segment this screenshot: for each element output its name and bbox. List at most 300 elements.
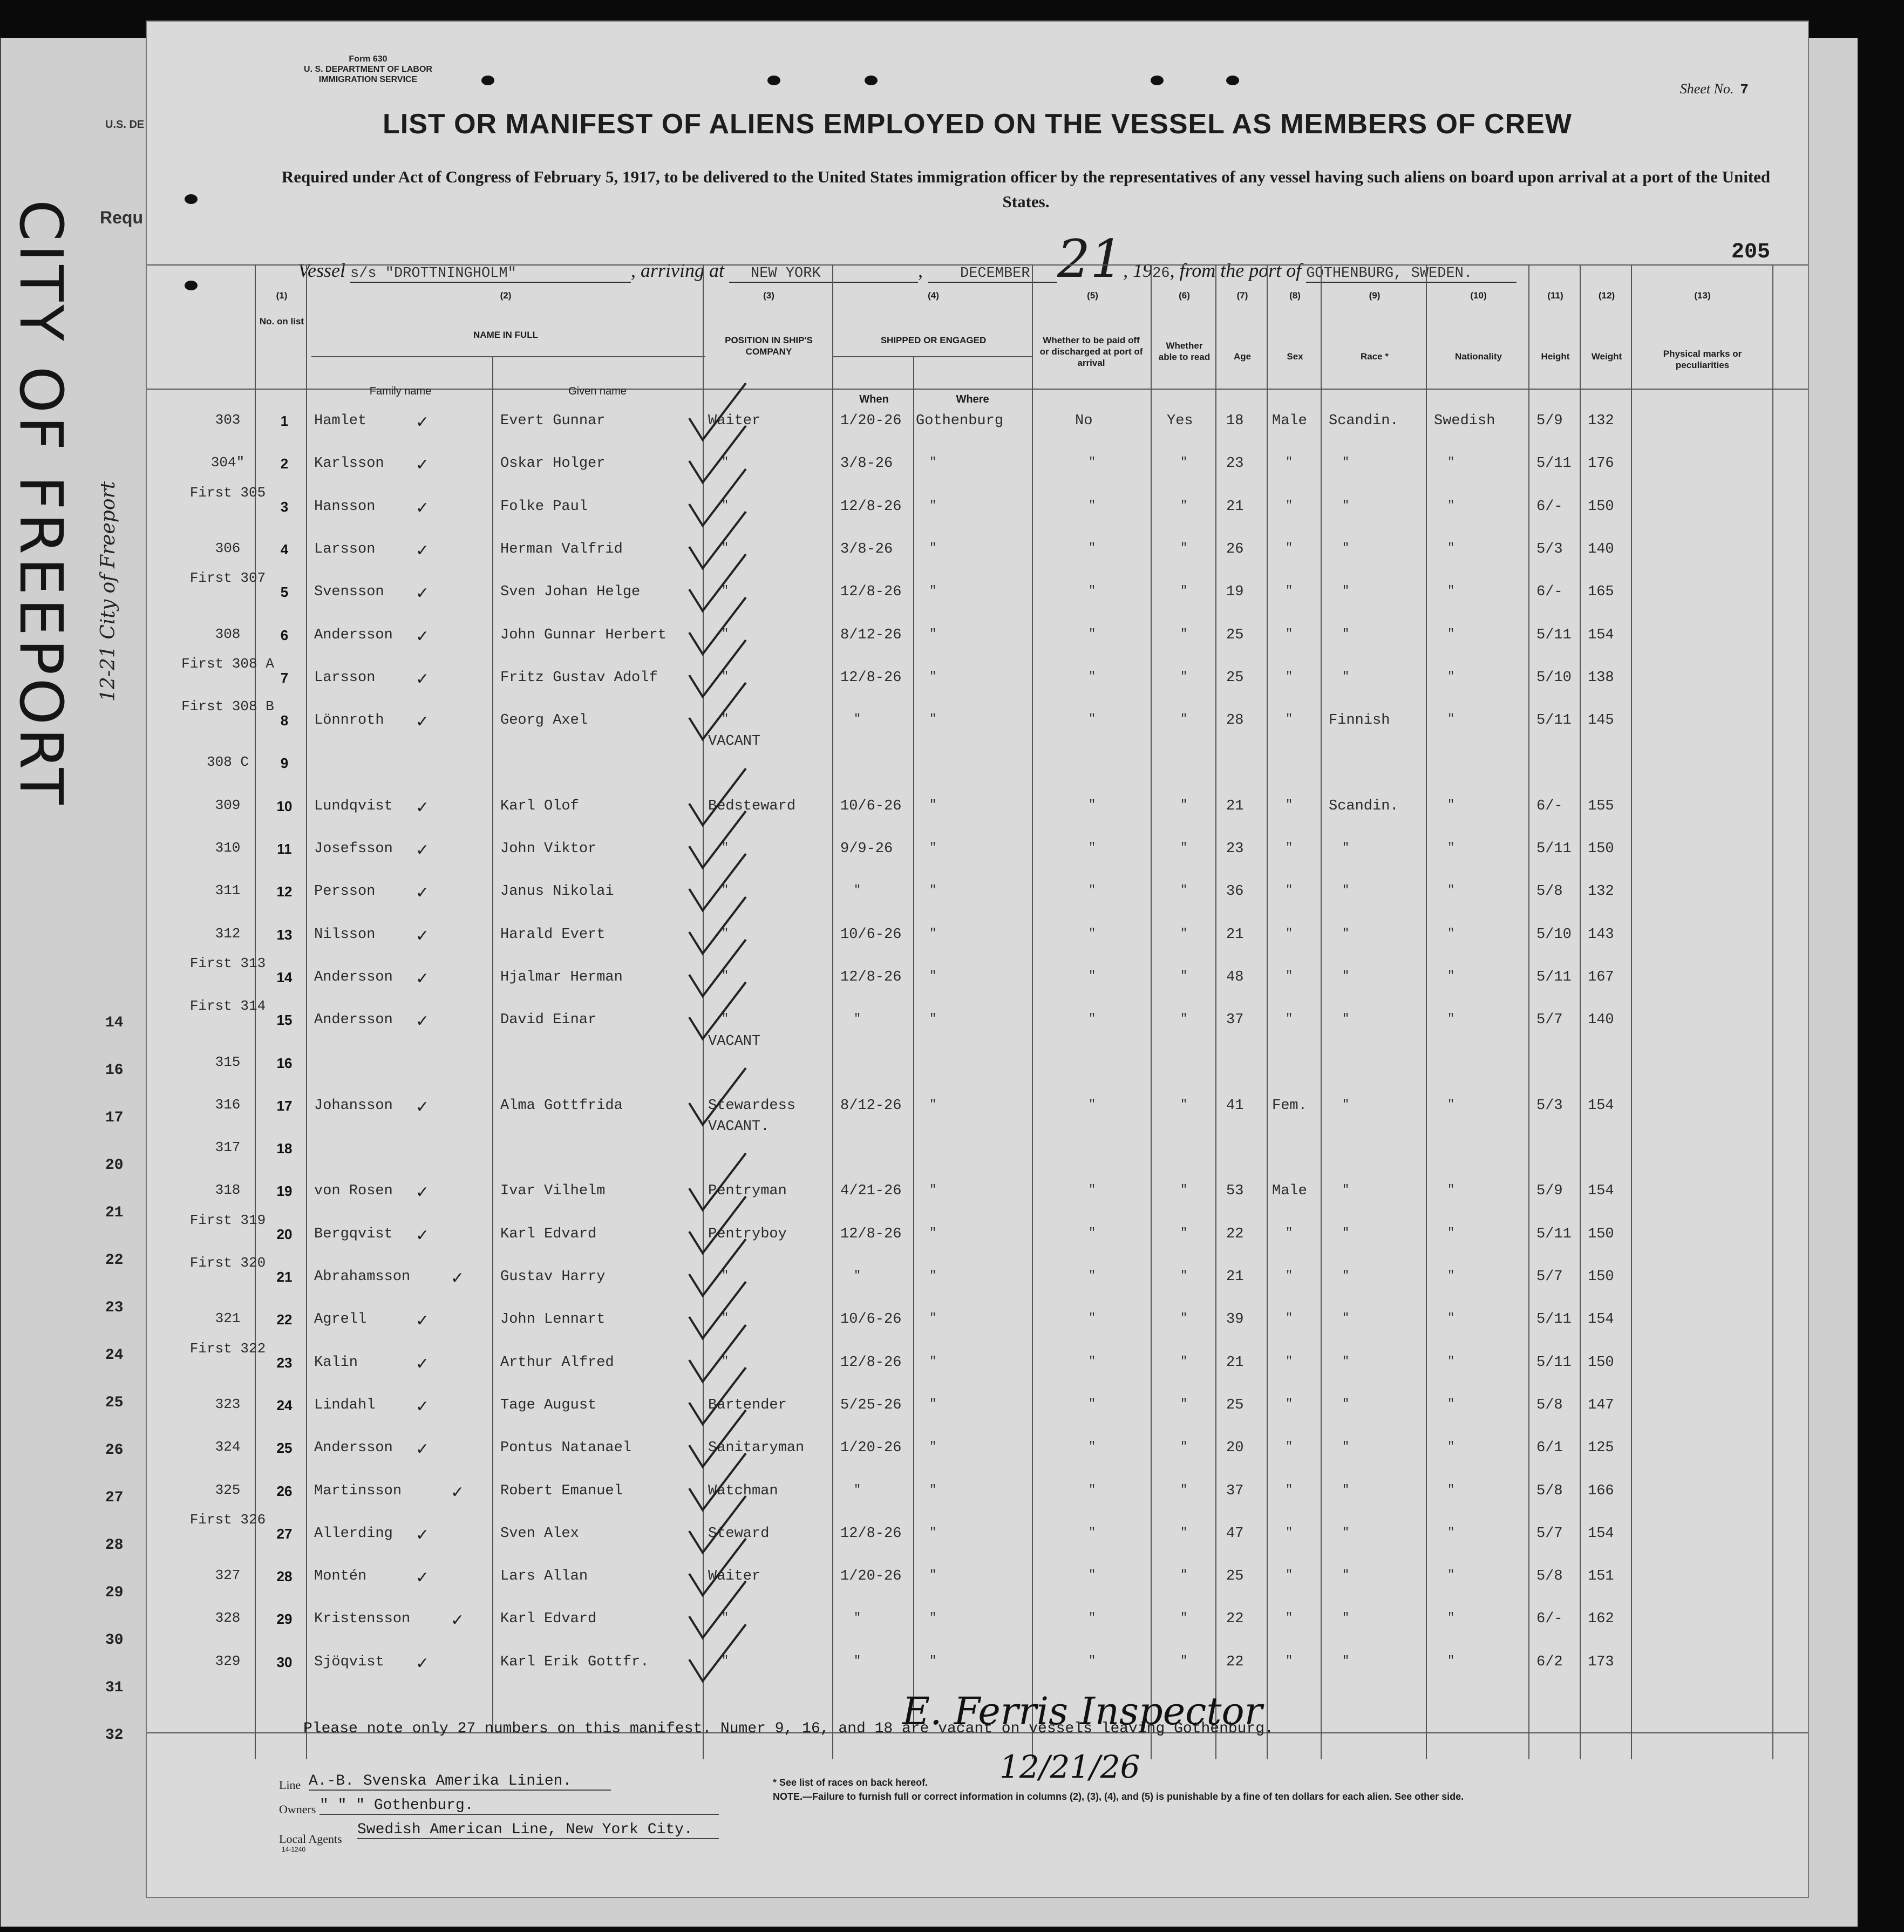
able-to-read: " [1180, 969, 1188, 983]
prior-list-number: 323 [215, 1396, 241, 1412]
given-name: Evert Gunnar [500, 413, 606, 429]
weight: 150 [1588, 1269, 1614, 1285]
race: " [1342, 1183, 1350, 1197]
table-row [147, 654, 1808, 696]
sex: " [1286, 1482, 1293, 1496]
given-name: Folke Paul [500, 498, 588, 515]
col-family: Family name [369, 385, 432, 397]
prior-list-number: 328 [215, 1610, 241, 1627]
height: 5/8 [1536, 1397, 1563, 1413]
height: 5/9 [1536, 1183, 1563, 1200]
check-mark-icon: ✓ [416, 1012, 430, 1031]
nationality: " [1447, 1269, 1455, 1282]
check-mark-icon: ✓ [451, 1269, 465, 1288]
table-row [147, 1210, 1808, 1253]
check-mark-icon: ✓ [416, 1440, 430, 1459]
race: " [1342, 1482, 1350, 1496]
punch-hole [767, 76, 780, 85]
paid-off: " [1089, 1654, 1096, 1668]
weight: 150 [1588, 841, 1614, 857]
prior-list-number: First 313 [189, 955, 266, 971]
paid-off: " [1089, 669, 1096, 683]
check-mark-icon: ✓ [416, 798, 430, 817]
sex: " [1286, 969, 1293, 983]
given-name: Pontus Natanael [500, 1440, 632, 1457]
check-mark-icon: ✓ [451, 1611, 465, 1630]
able-to-read: " [1180, 1226, 1188, 1240]
family-name: Kristensson [314, 1611, 411, 1628]
shipped-where: " [929, 883, 937, 897]
given-name: Ivar Vilhelm [500, 1183, 606, 1200]
position: " [722, 1311, 729, 1325]
age: 28 [1226, 712, 1244, 729]
list-number: 26 [276, 1482, 293, 1499]
table-row [147, 568, 1808, 610]
shipped-when: 9/9-26 [840, 841, 893, 857]
family-name: Lönnroth [314, 712, 384, 729]
vessel-line: Vessel s/s "DROTTNINGHOLM" , arriving at NEW YORK , DECEMBER 21, 1926, from the port of GOTHENBURG, SWEDEN. [298, 243, 1517, 283]
position: " [722, 584, 729, 598]
family-name: Svensson [314, 584, 384, 601]
weight: 125 [1588, 1440, 1614, 1457]
family-name: Andersson [314, 1012, 393, 1029]
paid-off: " [1089, 1097, 1096, 1111]
race: " [1342, 969, 1350, 983]
page-subtitle: Required under Act of Congress of February 5, 1917, to be delivered to the United States immigration officer by the representatives of any vessel having such aliens on board upon arrival at a port of the United States. [281, 167, 1771, 211]
family-name: Larsson [314, 669, 376, 686]
weight: 155 [1588, 798, 1614, 814]
position: Waiter [708, 413, 761, 429]
paid-off: " [1089, 498, 1096, 512]
underlying-row-number: 25 [105, 1394, 124, 1411]
sex: Fem. [1272, 1097, 1307, 1114]
list-number: 7 [280, 669, 289, 686]
given-name: Arthur Alfred [500, 1354, 614, 1371]
arrival-day: 21 [1057, 229, 1124, 289]
shipped-when: 3/8-26 [840, 455, 893, 472]
given-name: Oskar Holger [500, 455, 606, 472]
race: " [1342, 1269, 1350, 1282]
list-number: 28 [276, 1568, 293, 1585]
family-name: Persson [314, 883, 376, 900]
check-mark-icon: ✓ [451, 1482, 465, 1502]
shipped-where: " [929, 627, 937, 641]
footer-notes: * See list of races on back hereof. NOTE.—Failure to furnish full or correct information in columns (2), (3), (4), and (5) is punishable by a fine of ten dollars for each alien. See other side. [773, 1777, 1464, 1802]
list-number: 19 [276, 1183, 293, 1200]
table-row [147, 782, 1808, 825]
prior-list-number: First 320 [189, 1255, 266, 1271]
family-name: Karlsson [314, 455, 384, 472]
given-name: Karl Erik Gottfr. [500, 1654, 649, 1670]
family-name: von Rosen [314, 1183, 393, 1200]
race: " [1342, 883, 1350, 897]
age: 23 [1226, 455, 1244, 472]
nationality: " [1447, 498, 1455, 512]
race: " [1342, 926, 1350, 940]
position: " [722, 1611, 729, 1625]
weight: 147 [1588, 1397, 1614, 1413]
nationality: " [1447, 1311, 1455, 1325]
shipped-when: " [854, 1482, 861, 1496]
position: Steward [708, 1525, 770, 1542]
height: 6/- [1536, 798, 1563, 814]
shipped-when: 12/8-26 [840, 969, 902, 985]
prior-list-number: 324 [215, 1439, 241, 1455]
nationality: " [1447, 712, 1455, 726]
able-to-read: " [1180, 1568, 1188, 1582]
shipped-when: " [854, 1012, 861, 1026]
race: " [1342, 841, 1350, 854]
position: " [722, 498, 729, 512]
prior-list-number: 315 [215, 1053, 241, 1070]
paid-off: " [1089, 1269, 1096, 1282]
table-row [147, 1424, 1808, 1466]
prior-list-number: 311 [215, 882, 241, 899]
vacant-label: VACANT [708, 733, 761, 750]
table-row [147, 910, 1808, 953]
age: 20 [1226, 1440, 1244, 1457]
race: " [1342, 1311, 1350, 1325]
family-name: Josefsson [314, 841, 393, 857]
nationality: " [1447, 1012, 1455, 1026]
manifest-sheet [147, 22, 1808, 1897]
family-name: Andersson [314, 627, 393, 643]
nationality: " [1447, 1354, 1455, 1368]
height: 5/11 [1536, 1311, 1572, 1328]
height: 6/- [1536, 584, 1563, 601]
shipped-when: 10/6-26 [840, 798, 902, 814]
height: 5/10 [1536, 926, 1572, 943]
agents-value: Swedish American Line, New York City. [357, 1821, 719, 1839]
height: 5/10 [1536, 669, 1572, 686]
age: 26 [1226, 541, 1244, 557]
shipped-when: 1/20-26 [840, 413, 902, 429]
list-number: 27 [276, 1525, 293, 1542]
age: 39 [1226, 1311, 1244, 1328]
col-height: Height [1541, 351, 1570, 362]
height: 5/11 [1536, 627, 1572, 643]
weight: 150 [1588, 1226, 1614, 1242]
position: " [722, 926, 729, 940]
position: " [722, 1012, 729, 1026]
paid-off: " [1089, 455, 1096, 470]
underlying-row-number: 30 [105, 1632, 124, 1649]
nationality: " [1447, 1440, 1455, 1454]
race: " [1342, 1568, 1350, 1582]
position: Bartender [708, 1397, 787, 1413]
position: " [722, 969, 729, 983]
underlying-row-number: 17 [105, 1110, 124, 1126]
sex: " [1286, 584, 1293, 598]
able-to-read: " [1180, 1311, 1188, 1325]
height: 5/3 [1536, 1097, 1563, 1114]
able-to-read: " [1180, 1354, 1188, 1368]
sex: " [1286, 627, 1293, 641]
prior-list-number: 309 [215, 797, 241, 813]
nationality: " [1447, 669, 1455, 683]
position: " [722, 455, 729, 470]
owners-label: Owners [279, 1802, 316, 1816]
prior-list-number: First 314 [189, 998, 266, 1015]
col-name: NAME IN FULL [473, 330, 538, 340]
check-mark-icon: ✓ [416, 1397, 430, 1416]
weight: 154 [1588, 1311, 1614, 1328]
paid-off: " [1089, 1568, 1096, 1582]
prior-list-number: 308 C [206, 754, 249, 771]
nationality: " [1447, 1654, 1455, 1668]
prior-list-number: 317 [215, 1139, 241, 1156]
prior-list-number: 325 [215, 1481, 241, 1498]
form-identifier: Form 630 U. S. DEPARTMENT OF LABOR IMMIGRATION SERVICE [304, 55, 432, 84]
shipped-where: " [929, 1654, 937, 1668]
table-row [147, 525, 1808, 568]
shipped-where: " [929, 1269, 937, 1282]
table-row [147, 439, 1808, 482]
list-number: 14 [276, 969, 293, 985]
sex: " [1286, 1397, 1293, 1411]
paid-off: " [1089, 541, 1096, 555]
col-read: Whether able to read [1158, 341, 1211, 362]
family-name: Agrell [314, 1311, 367, 1328]
nationality: " [1447, 969, 1455, 983]
underlying-row-number: 24 [105, 1347, 124, 1364]
shipped-where: " [929, 1012, 937, 1026]
table-row [147, 733, 1808, 781]
prior-list-number: 310 [215, 840, 241, 856]
nationality: " [1447, 841, 1455, 854]
punch-hole [865, 76, 878, 85]
col-race: Race * [1361, 351, 1389, 362]
able-to-read: " [1180, 926, 1188, 940]
prior-list-number: 312 [215, 925, 241, 942]
table-row [147, 825, 1808, 867]
sex: Male [1272, 1183, 1307, 1200]
sex: " [1286, 541, 1293, 555]
col-position: POSITION IN SHIP'S COMPANY [725, 335, 813, 357]
height: 5/8 [1536, 1482, 1563, 1499]
paid-off: " [1089, 926, 1096, 940]
given-name: Karl Olof [500, 798, 579, 814]
col-sex: Sex [1287, 351, 1303, 362]
check-mark-icon: ✓ [416, 883, 430, 903]
col-weight: Weight [1591, 351, 1622, 362]
shipped-where: " [929, 841, 937, 854]
sex: " [1286, 1440, 1293, 1454]
shipped-where: Gothenburg [916, 413, 1004, 429]
list-number: 13 [276, 926, 293, 943]
vessel-name: s/s "DROTTNINGHOLM" [350, 266, 631, 283]
given-name: John Lennart [500, 1311, 606, 1328]
col-paid-off: Whether to be paid off or discharged at port of arrival [1039, 335, 1143, 368]
given-name: David Einar [500, 1012, 597, 1029]
vacant-label: VACANT [708, 1033, 761, 1050]
family-name: Larsson [314, 541, 376, 557]
table-row [147, 1295, 1808, 1338]
race: " [1342, 498, 1350, 512]
list-number: 25 [276, 1440, 293, 1457]
family-name: Sjöqvist [314, 1654, 384, 1670]
shipped-where: " [929, 1226, 937, 1240]
table-row [147, 1033, 1808, 1081]
table-row [147, 867, 1808, 910]
family-name: Andersson [314, 1440, 393, 1457]
weight: 143 [1588, 926, 1614, 943]
weight: 138 [1588, 669, 1614, 686]
shipped-where: " [929, 798, 937, 812]
race: " [1342, 1654, 1350, 1668]
age: 21 [1226, 1354, 1244, 1371]
paid-off: " [1089, 883, 1096, 897]
shipped-when: " [854, 1611, 861, 1625]
nationality: " [1447, 1183, 1455, 1197]
shipped-where: " [929, 1397, 937, 1411]
list-number: 23 [276, 1354, 293, 1371]
table-row [147, 1167, 1808, 1209]
table-row [147, 1552, 1808, 1595]
underlying-row-number: 16 [105, 1062, 124, 1079]
check-mark-icon: ✓ [416, 1525, 430, 1545]
weight: 140 [1588, 541, 1614, 557]
crew-table: (1) (2) (3) (4) (5) (6) (7) (8) (9) (10) (11) (12) (13) No. on list NAME IN FULL Family name Given name POSITION IN SHIP'S COMPANY SHIPPED OR ENGAGED When Where Whether to be paid off or discharged at port of arrival Whether able to read Age Sex Race * Nationality Height Weight Physical marks or peculiarities 303 1 Hamlet Evert Gunnar Waiter 1/20-26 Gothenburg No Yes 18 Male Scandin. Swedish 5/9 132 ✓ 304" 2 Karlsson Oskar Holger " 3/8-26 " " " 23 " " " 5/11 176 ✓ First 305 3 Hansson Folke Paul " 12/8-26 " " " 21 " " " 6/- 150 ✓ 306 4 Larsson Herman Valfrid " 3/8-26 " " " 26 " " " 5/3 140 ✓ First 307 5 Svensson Sven Johan Helge " 12/8-26 " " " 19 " " " 6/- 165 ✓ 308 6 Andersson John Gunnar Herbert " 8/12-26 " " " 25 " " " 5/11 154 ✓ First 308 A 7 Larsson Fritz Gustav Adolf " 12/8-26 " " " 25 " " " 5/10 138 ✓ First 308 B 8 Lönnroth Georg Axel " " " " " 28 " Finnish " 5/11 145 ✓ 308 C 9 VACANT 309 10 Lundqvist Karl Olof Bedsteward 10/6-26 " " " 21 " Scandin. " 6/- 155 ✓ 310 11 Josefsson John Viktor " 9/9-26 " " " 23 " " " 5/11 150 ✓ 311 12 Persson Janus Nikolai " " " " " 36 " " " 5/8 132 ✓ 312 13 Nilsson Harald Evert " 10/6-26 " " " 21 " " " 5/10 143 ✓ First 313 14 Andersson Hjalmar Herman " 12/8-26 " " " 48 " " " 5/11 167 ✓ First 314 15 Andersson David Einar " " " " " 37 " " " 5/7 140 ✓ 315 16 VACANT 316 17 Johansson Alma Gottfrida Stewardess 8/12-26 " " " 41 Fem. " " 5/3 154 ✓ 317 18 VACANT. 318 19 von Rosen Ivar Vilhelm Pentryman 4/21-26 " " " 53 Male " " 5/9 154 ✓ First 319 20 Bergqvist Karl Edvard Pentryboy 12/8-26 " " " 22 " " " 5/11 150 ✓ First 320 21 Abrahamsson Gustav Harry " " " " " 21 " " " 5/7 150 ✓ 321 22 Agrell John Lennart " 10/6-26 " " " 39 " " " 5/11 154 ✓ First 322 23 Kalin Arthur Alfred " 12/8-26 " " " 21 " " " 5/11 150 ✓ 323 24 Lindahl Tage August Bartender 5/25-26 " " " 25 " " " 5/8 147 ✓ 324 25 Andersson Pontus Natanael Sanitaryman 1/20-26 " " " 20 " " " 6/1 125 ✓ 325 26 Martinsson Robert Emanuel Watchman " " " " 37 " " " 5/8 166 ✓ First 326 27 Allerding Sven Alex Steward 12/8-26 " " " 47 " " " 5/7 154 ✓ 327 28 Montén Lars Allan Waiter 1/20-26 " " " 25 " " " 5/8 151 ✓ 328 29 Kristensson Karl Edvard " " " " " 22 " " " 6/- 162 ✓ 329 30 Sjöqvist Karl Erik Gottfr. " " " " " 22 " " " 6/2 173 ✓ [147, 264, 1808, 1759]
check-mark-icon: ✓ [416, 669, 430, 689]
position: Stewardess [708, 1097, 796, 1114]
weight: 165 [1588, 584, 1614, 601]
age: 18 [1226, 413, 1244, 429]
shipped-where: " [929, 1482, 937, 1496]
height: 5/7 [1536, 1012, 1563, 1029]
nationality: " [1447, 1097, 1455, 1111]
able-to-read: " [1180, 1611, 1188, 1625]
signature-date: 12/21/26 [999, 1749, 1140, 1785]
shipped-when: " [854, 712, 861, 726]
age: 22 [1226, 1611, 1244, 1628]
able-to-read: " [1180, 1097, 1188, 1111]
weight: 151 [1588, 1568, 1614, 1585]
age: 53 [1226, 1183, 1244, 1200]
manifest-number: 205 [1731, 240, 1770, 264]
age: 21 [1226, 1269, 1244, 1285]
departure-port: GOTHENBURG, SWEDEN. [1306, 266, 1517, 283]
race: " [1342, 1397, 1350, 1411]
family-name: Andersson [314, 969, 393, 985]
owners-value: " " " Gothenburg. [319, 1797, 719, 1815]
nationality: " [1447, 798, 1455, 812]
shipped-when: 8/12-26 [840, 627, 902, 643]
check-mark-icon: ✓ [416, 841, 430, 860]
list-number: 2 [280, 455, 289, 472]
able-to-read: " [1180, 1440, 1188, 1454]
shipped-where: " [929, 541, 937, 555]
weight: 167 [1588, 969, 1614, 985]
table-row [147, 1081, 1808, 1124]
shipped-when: 10/6-26 [840, 926, 902, 943]
table-row [147, 1381, 1808, 1424]
position: " [722, 712, 729, 726]
height: 5/11 [1536, 1354, 1572, 1371]
underlying-row-number: 23 [105, 1300, 124, 1316]
table-row [147, 1595, 1808, 1637]
vacant-label: VACANT. [708, 1119, 770, 1135]
punch-hole [185, 194, 198, 204]
paid-off: " [1089, 1482, 1096, 1496]
race: " [1342, 1226, 1350, 1240]
shipped-when: 12/8-26 [840, 669, 902, 686]
table-row [147, 1119, 1808, 1167]
position: " [722, 627, 729, 641]
shipped-when: 12/8-26 [840, 1525, 902, 1542]
race: " [1342, 455, 1350, 470]
col-when: When [859, 393, 889, 405]
list-number: 30 [276, 1654, 293, 1670]
height: 5/8 [1536, 1568, 1563, 1585]
age: 37 [1226, 1012, 1244, 1029]
nationality: " [1447, 1226, 1455, 1240]
position: Pentryman [708, 1183, 787, 1200]
col-given: Given name [568, 385, 627, 397]
prior-list-number: 316 [215, 1096, 241, 1113]
race: " [1342, 541, 1350, 555]
given-name: Georg Axel [500, 712, 588, 729]
able-to-read: " [1180, 455, 1188, 470]
inspector-signature: E. Ferris Inspector [902, 1689, 1263, 1733]
race: " [1342, 669, 1350, 683]
list-number: 29 [276, 1611, 293, 1628]
age: 25 [1226, 627, 1244, 643]
family-name: Lindahl [314, 1397, 376, 1413]
able-to-read: " [1180, 712, 1188, 726]
list-number: 21 [276, 1269, 293, 1285]
weight: 154 [1588, 1097, 1614, 1114]
manifest-note: Please note only 27 numbers on this manifest. Numer 9, 16, and 18 are vacant on vessels leaving Gothenburg. [303, 1720, 1274, 1737]
age: 22 [1226, 1226, 1244, 1242]
able-to-read: " [1180, 1269, 1188, 1282]
able-to-read: " [1180, 1482, 1188, 1496]
check-mark-icon: ✓ [416, 584, 430, 603]
position: " [722, 1269, 729, 1282]
nationality: " [1447, 584, 1455, 598]
shipped-where: " [929, 455, 937, 470]
paid-off: " [1089, 627, 1096, 641]
family-name: Bergqvist [314, 1226, 393, 1242]
shipped-where: " [929, 669, 937, 683]
table-row [147, 996, 1808, 1038]
shipped-when: " [854, 1269, 861, 1282]
shipped-where: " [929, 1611, 937, 1625]
shipped-when: 12/8-26 [840, 1226, 902, 1242]
shipped-when: 12/8-26 [840, 1354, 902, 1371]
prior-list-number: 306 [215, 540, 241, 556]
height: 5/7 [1536, 1525, 1563, 1542]
paid-off: " [1089, 798, 1096, 812]
shipped-when: " [854, 883, 861, 897]
weight: 173 [1588, 1654, 1614, 1670]
page-title: LIST OR MANIFEST OF ALIENS EMPLOYED ON THE VESSEL AS MEMBERS OF CREW [383, 108, 1572, 140]
nationality: " [1447, 883, 1455, 897]
punch-hole [1226, 76, 1239, 85]
nationality: " [1447, 1482, 1455, 1496]
family-name: Montén [314, 1568, 367, 1585]
nationality: " [1447, 1397, 1455, 1411]
shipped-where: " [929, 1525, 937, 1539]
list-number: 5 [280, 584, 289, 601]
race: Scandin. [1329, 413, 1399, 429]
table-row [147, 1638, 1808, 1681]
prior-list-number: 304" [210, 454, 245, 471]
age: 41 [1226, 1097, 1244, 1114]
shipped-where: " [929, 1311, 937, 1325]
list-number: 16 [276, 1055, 293, 1071]
able-to-read: " [1180, 1012, 1188, 1026]
